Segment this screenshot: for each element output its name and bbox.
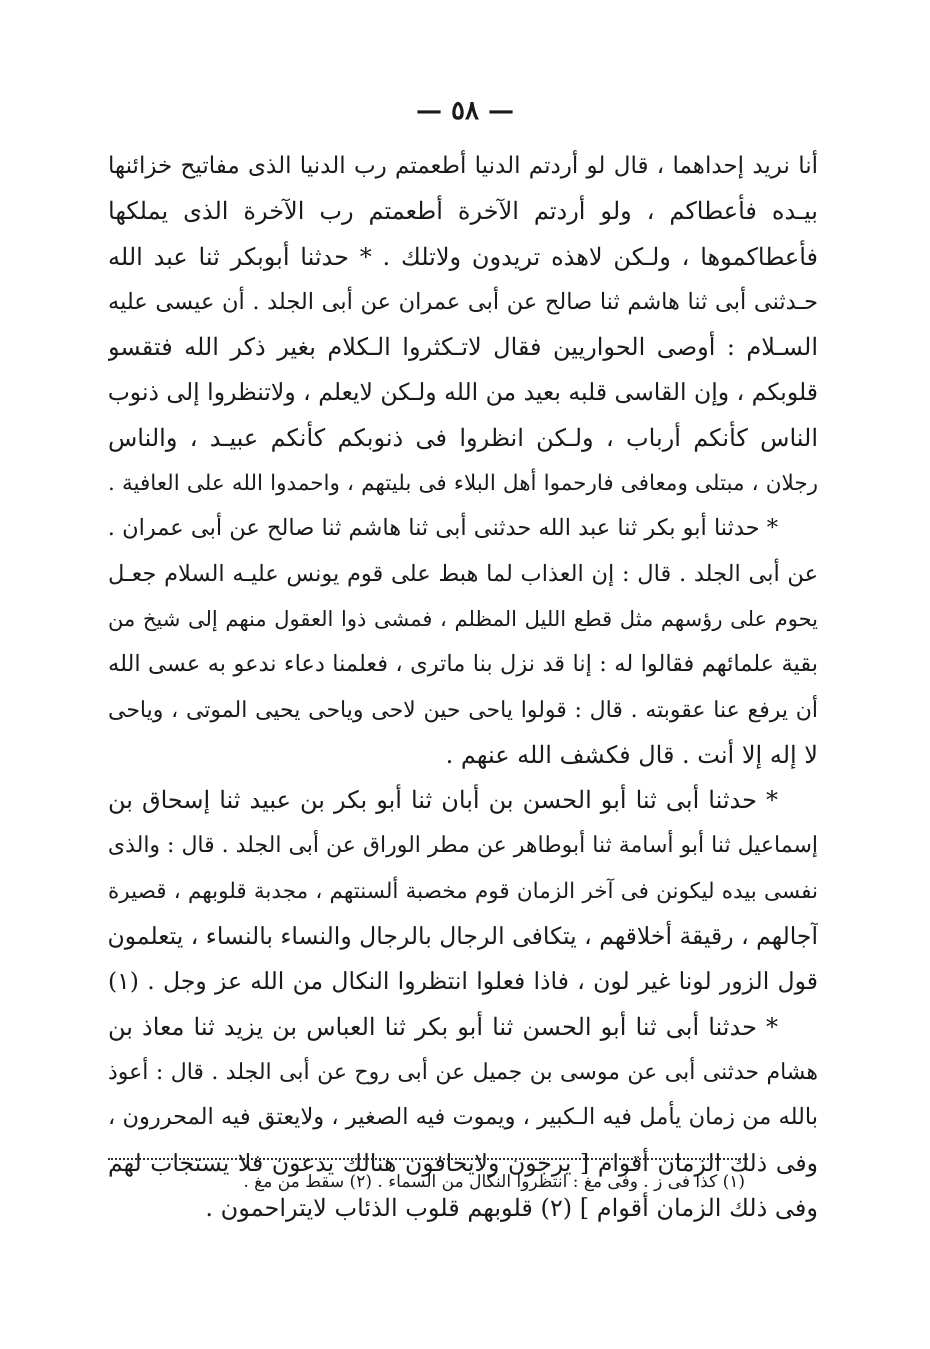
footnote: (١) كذا فى ز . وفى مغ : انتظروا النكال من السماء . (٢) سقط من مغ .: [243, 1172, 745, 1192]
text-line: * حدثنا أبى ثنا أبو الحسن بن أبان ثنا أبو بكر بن عبيد ثنا إسحاق بن: [108, 786, 778, 815]
text-line: بيـده فأعطاكم ، ولو أردتم الآخرة أطعمتم رب الآخرة الذى يملكها: [108, 197, 818, 226]
text-line: الناس كأنكم أرباب ، ولـكن انظروا فى ذنوبكم كأنكم عبيـد ، والناس: [108, 423, 818, 452]
page-number: — ٥٨ —: [415, 96, 515, 126]
text-line: قلوبكم ، وإن القاسى قلبه بعيد من الله ولـكن لايعلم ، ولاتنظروا إلى ذنوب: [108, 378, 818, 407]
text-line: يحوم على رؤسهم مثل قطع الليل المظلم ، فمشى ذوا العقول منهم إلى شيخ من: [108, 606, 818, 631]
text-line: فأعطاكموها ، ولـكن لاهذه تريدون ولاتلك . * حدثنا أبوبكر ثنا عبد الله: [108, 242, 818, 271]
text-line: أنا نريد إحداهما ، قال لو أردتم الدنيا أطعمتم رب الدنيا الذى مفاتيح خزائنها: [108, 153, 818, 179]
text-line: أن يرفع عنا عقوبته . قال : قولوا ياحى حين لاحى وياحى يحيى الموتى ، وياحى: [108, 697, 818, 723]
text-line: بقية علمائهم فقالوا له : إنا قد نزل بنا ماترى ، فعلمنا دعاء ندعو به عسى الله: [108, 651, 818, 678]
text-line: بالله من زمان يأمل فيه الـكبير ، ويموت فيه الصغير ، ولايعتق فيه المحررون ،: [108, 1104, 818, 1131]
text-line: السـلام : أوصى الحواريين فقال لاتـكثروا الـكلام بغير ذكر الله فتقسو: [108, 333, 818, 362]
text-line: نفسى بيده ليكونن فى آخر الزمان قوم مخصبة ألسنتهم ، مجدبة قلوبهم ، قصيرة: [108, 878, 818, 904]
text-line: * حدثنا أبى ثنا أبو الحسن ثنا أبو بكر ثنا العباس بن يزيد ثنا معاذ بن: [108, 1012, 778, 1041]
text-line: حـدثنى أبى ثنا هاشم ثنا صالح عن أبى عمران عن أبى الجلد . أن عيسى عليه: [108, 288, 818, 315]
text-line: رجلان ، مبتلى ومعافى فارحموا أهل البلاء فى بليتهم ، واحمدوا الله على العافية .: [108, 471, 818, 497]
text-line: إسماعيل ثنا أبو أسامة ثنا أبوطاهر عن مطر الوراق عن أبى الجلد . قال : والذى: [108, 833, 818, 859]
body-text: [108, 144, 818, 1231]
text-line: وفى ذلك الزمان أقوام ] (٢) قلوبهم قلوب الذئاب لايتراحمون .: [205, 1193, 818, 1222]
text-line: آجالهم ، رقيقة أخلاقهم ، يتكافى الرجال بالرجال والنساء بالنساء ، يتعلمون: [108, 922, 818, 951]
text-line: * حدثنا أبو بكر ثنا عبد الله حدثنى أبى ثنا هاشم ثنا صالح عن أبى عمران .: [108, 515, 778, 542]
text-line: قول الزور لونا غير لون ، فاذا فعلوا انتظروا النكال من الله عز وجل . (١): [108, 967, 818, 996]
text-line: هشام حدثنى أبى عن موسى بن جميل عن أبى روح عن أبى الجلد . قال : أعوذ: [108, 1059, 818, 1085]
text-line: لا إله إلا أنت . قال فكشف الله عنهم .: [445, 740, 818, 769]
text-line: وفى ذلك الزمان أقوام [ يرجون ولايخافون هنالك يدعون فلا يستجاب لهم: [108, 1148, 818, 1177]
text-line: عن أبى الجلد . قال : إن العذاب لما هبط على قوم يونس عليـه السلام جعـل: [108, 560, 818, 587]
footnote-divider: [108, 1158, 748, 1160]
